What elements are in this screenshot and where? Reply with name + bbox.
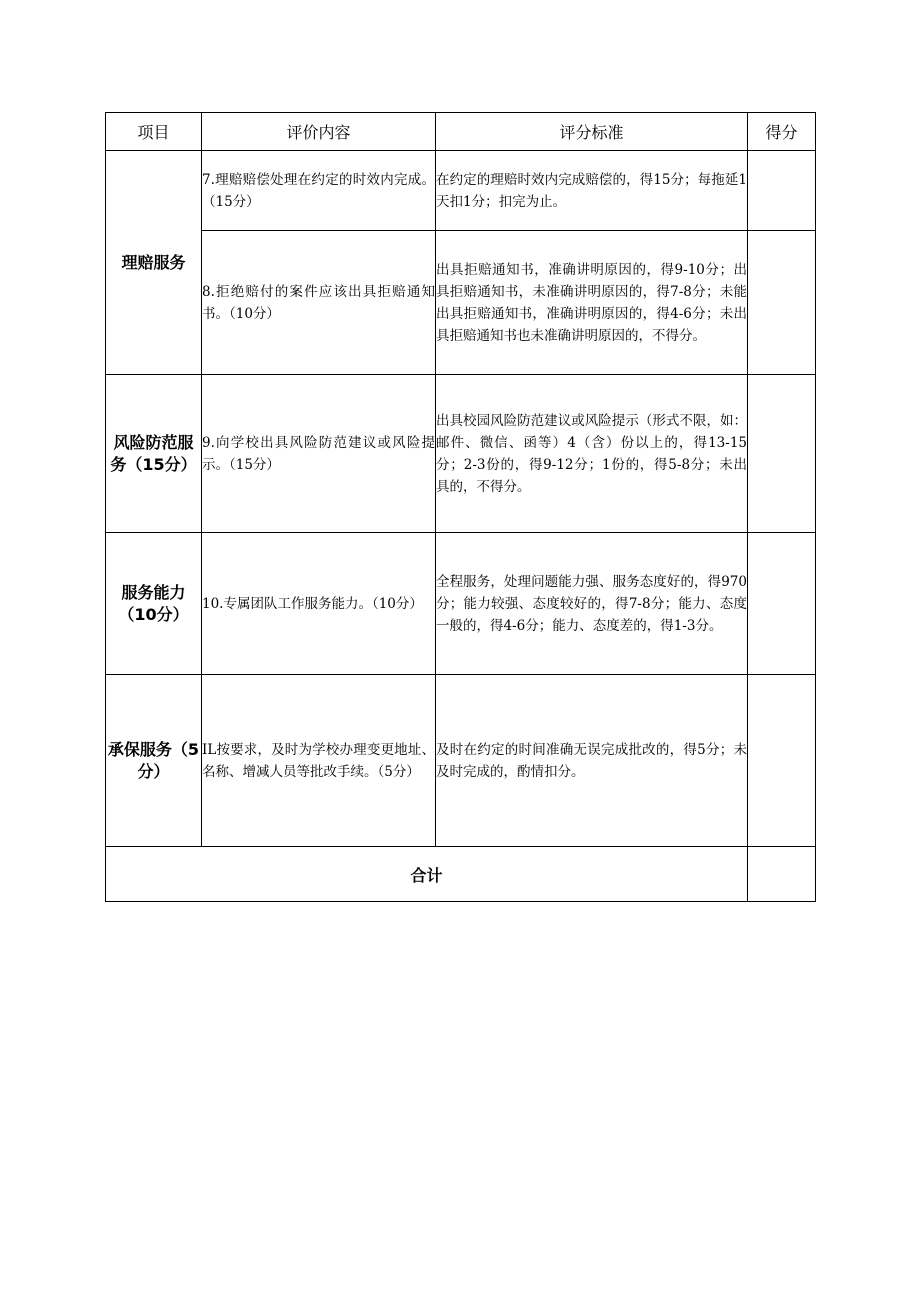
group-service-capability: 服务能力（10分） <box>106 533 202 675</box>
total-score-cell[interactable] <box>748 847 816 902</box>
content-cell: IL按要求，及时为学校办理变更地址、名称、增减人员等批改手续。（5分） <box>202 675 436 847</box>
total-label: 合计 <box>106 847 748 902</box>
group-risk-prevention-service: 风险防范服务（15分） <box>106 375 202 533</box>
content-cell: 8.拒绝赔付的案件应该出具拒赔通知书。（10分） <box>202 231 436 375</box>
score-cell[interactable] <box>748 533 816 675</box>
group-underwriting-service: 承保服务（5分） <box>106 675 202 847</box>
content-cell: 7.理赔赔偿处理在约定的时效内完成。（15分） <box>202 151 436 231</box>
table-row <box>106 231 816 375</box>
score-cell[interactable] <box>748 151 816 231</box>
criteria-cell: 全程服务，处理问题能力强、服务态度好的，得970分；能力较强、态度较好的，得7-8分；能力、态度一般的，得4-6分；能力、态度差的，得1-3分。 <box>436 533 748 675</box>
header-criteria: 评分标准 <box>436 113 748 151</box>
header-score: 得分 <box>748 113 816 151</box>
total-row <box>106 847 816 902</box>
table-row <box>106 675 816 847</box>
table-row <box>106 375 816 533</box>
criteria-cell: 出具拒赔通知书，准确讲明原因的，得9-10分；出具拒赔通知书，未准确讲明原因的，得7-8分；未能出具拒赔通知书，准确讲明原因的，得4-6分；未出具拒赔通知书也未准确讲明原因的，不得分。 <box>436 231 748 375</box>
score-cell[interactable] <box>748 375 816 533</box>
header-project: 项目 <box>106 113 202 151</box>
header-content: 评价内容 <box>202 113 436 151</box>
table-row <box>106 151 816 231</box>
criteria-cell: 出具校园风险防范建议或风险提示（形式不限，如：邮件、微信、函等）4（含）份以上的，得13-15分；2-3份的，得9-12分；1份的，得5-8分；未出具的，不得分。 <box>436 375 748 533</box>
score-cell[interactable] <box>748 231 816 375</box>
group-claims-service: 理赔服务 <box>106 151 202 375</box>
criteria-cell: 及时在约定的时间准确无误完成批改的，得5分；未及时完成的，酌情扣分。 <box>436 675 748 847</box>
score-cell[interactable] <box>748 675 816 847</box>
evaluation-table <box>105 112 816 902</box>
table-row <box>106 533 816 675</box>
content-cell: 10.专属团队工作服务能力。（10分） <box>202 533 436 675</box>
header-row <box>106 113 816 151</box>
criteria-cell: 在约定的理赔时效内完成赔偿的，得15分；每拖延1天扣1分；扣完为止。 <box>436 151 748 231</box>
content-cell: 9.向学校出具风险防范建议或风险提示。（15分） <box>202 375 436 533</box>
